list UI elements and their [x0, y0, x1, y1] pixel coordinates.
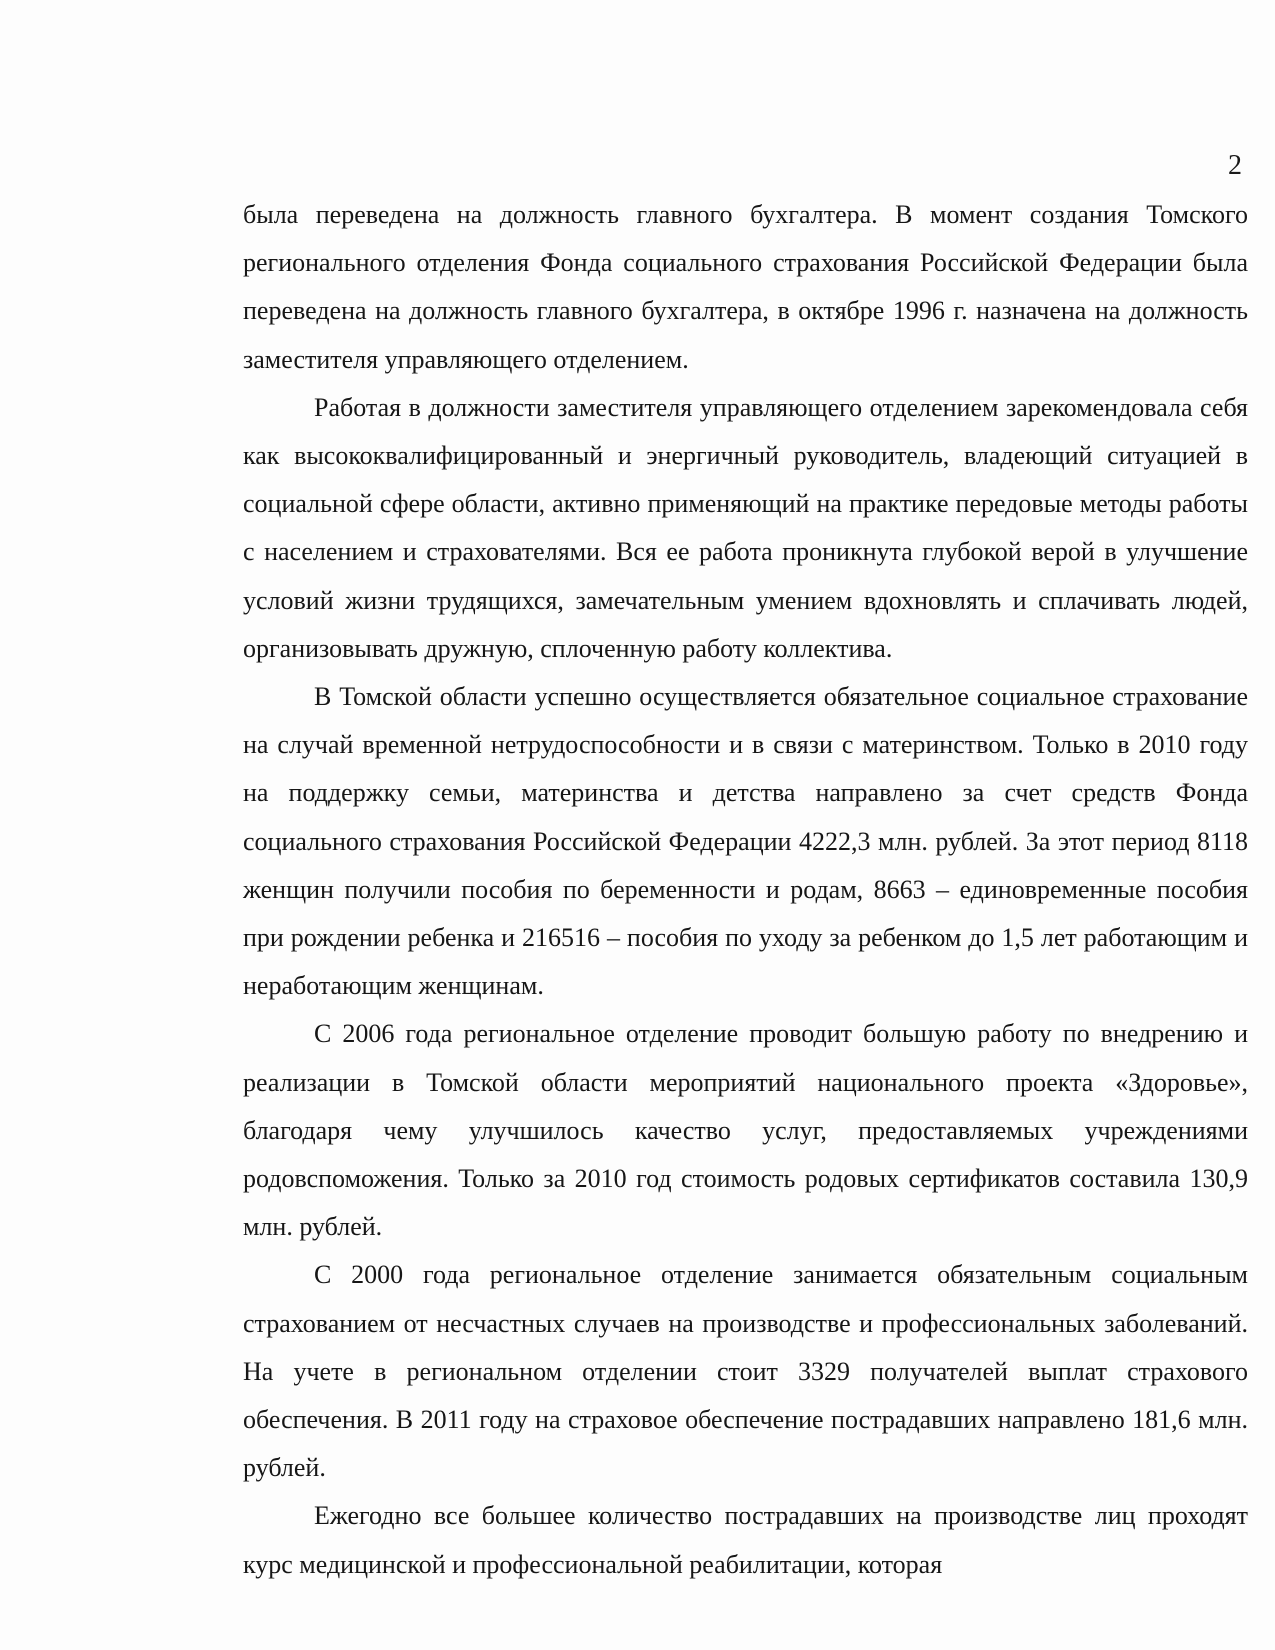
paragraph-continuation: была переведена на должность главного бухгалтера. В момент создания Томского регионального отделения Фонда социального страхования Российской Федерации была переведена на должность главного бухгалтера, в октябре 1996 г. назначена на должность заместителя управляющего отделением.	[243, 200, 1248, 374]
paragraph-health-project: С 2006 года региональное отделение проводит большую работу по внедрению и реализации в Томской области мероприятий национального проекта «Здоровье», благодаря чему улучшилось качество услуг, предоставляемых учреждениями родовспоможения. Только за 2010 год стоимость родовых сертификатов составила 130,9 млн. рублей.	[243, 1019, 1248, 1242]
paragraph-rehabilitation: Ежегодно все большее количество пострадавших на производстве лиц проходят курс медицинской и профессиональной реабилитации, которая	[243, 1501, 1248, 1579]
document-body	[243, 191, 1248, 1589]
page-number: 2	[1228, 150, 1242, 181]
paragraph-accident-insurance: С 2000 года региональное отделение занимается обязательным социальным страхованием от несчастных случаев на производстве и профессиональных заболеваний. На учете в региональном отделении стоит 3329 получателей выплат страхового обеспечения. В 2011 году на страховое обеспечение пострадавших направлено 181,6 млн. рублей.	[243, 1260, 1248, 1483]
paragraph-deputy-work: Работая в должности заместителя управляющего отделением зарекомендовала себя как высококвалифицированный и энергичный руководитель, владеющий ситуацией в социальной сфере области, активно применяющий на практике передовые методы работы с населением и страхователями. Вся ее работа проникнута глубокой верой в улучшение условий жизни трудящихся, замечательным умением вдохновлять и сплачивать людей, организовывать дружную, сплоченную работу коллектива.	[243, 392, 1248, 663]
paragraph-social-insurance: В Томской области успешно осуществляется обязательное социальное страхование на случай временной нетрудоспособности и в связи с материнством. Только в 2010 году на поддержку семьи, материнства и детства направлено за счет средств Фонда социального страхования Российской Федерации 4222,3 млн. рублей. За этот период 8118 женщин получили пособия по беременности и родам, 8663 – единовременные пособия при рождении ребенка и 216516 – пособия по уходу за ребенком до 1,5 лет работающим и неработающим женщинам.	[243, 682, 1248, 1001]
